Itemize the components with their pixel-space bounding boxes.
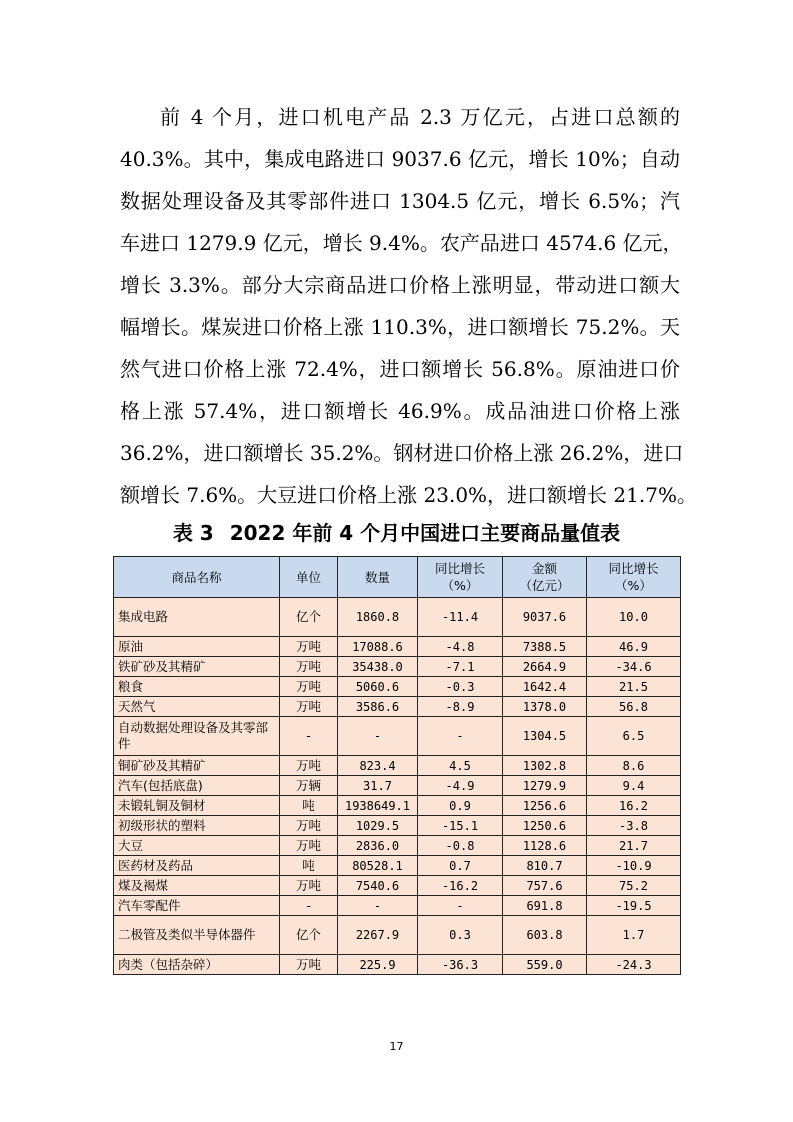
cell-quantity: 3586.6 (338, 697, 418, 717)
cell-name: 自动数据处理设备及其零部件 (114, 717, 280, 756)
cell-name: 二极管及类似半导体器件 (114, 916, 280, 955)
cell-quantity-yoy: - (418, 896, 503, 916)
cell-unit: 万吨 (280, 876, 338, 896)
cell-quantity: - (338, 896, 418, 916)
header-amount: 金额 （亿元） (503, 557, 587, 598)
cell-amount-yoy: 16.2 (587, 796, 681, 816)
cell-quantity-yoy: -16.2 (418, 876, 503, 896)
table-row (114, 836, 681, 856)
commodity-import-table (113, 556, 681, 975)
table-row (114, 955, 681, 975)
body-paragraph (120, 96, 697, 516)
cell-quantity-yoy: -11.4 (418, 598, 503, 637)
cell-amount: 1128.6 (503, 836, 587, 856)
cell-quantity: 225.9 (338, 955, 418, 975)
paragraph-line: 幅增长。煤炭进口价格上涨 110.3%，进口额增长 75.2%。天 (120, 315, 680, 339)
cell-name: 铁矿砂及其精矿 (114, 657, 280, 677)
cell-quantity-yoy: -15.1 (418, 816, 503, 836)
cell-name: 粮食 (114, 677, 280, 697)
table-number: 表 3 (172, 521, 214, 545)
cell-amount: 2664.9 (503, 657, 587, 677)
cell-quantity: 2267.9 (338, 916, 418, 955)
cell-unit: 万吨 (280, 677, 338, 697)
cell-amount-yoy: 75.2 (587, 876, 681, 896)
cell-amount-yoy: 21.5 (587, 677, 681, 697)
cell-quantity-yoy: -4.9 (418, 776, 503, 796)
cell-unit: 万吨 (280, 657, 338, 677)
cell-amount: 1250.6 (503, 816, 587, 836)
cell-unit: 万吨 (280, 756, 338, 776)
cell-name: 天然气 (114, 697, 280, 717)
table-row (114, 876, 681, 896)
table-row (114, 916, 681, 955)
cell-name: 医药材及药品 (114, 856, 280, 876)
cell-amount: 603.8 (503, 916, 587, 955)
cell-quantity: 2836.0 (338, 836, 418, 856)
cell-name: 汽车(包括底盘) (114, 776, 280, 796)
table-row (114, 856, 681, 876)
paragraph-line: 36.2%，进口额增长 35.2%。钢材进口价格上涨 26.2%，进口 (120, 441, 684, 465)
cell-name: 铜矿砂及其精矿 (114, 756, 280, 776)
cell-quantity-yoy: 0.7 (418, 856, 503, 876)
table-row (114, 677, 681, 697)
cell-unit: 万吨 (280, 637, 338, 657)
header-amount-yoy: 同比增长 （%） (587, 557, 681, 598)
cell-amount: 1378.0 (503, 697, 587, 717)
cell-amount-yoy: -24.3 (587, 955, 681, 975)
cell-amount: 1304.5 (503, 717, 587, 756)
cell-amount-yoy: 6.5 (587, 717, 681, 756)
table-row (114, 717, 681, 756)
cell-amount-yoy: 8.6 (587, 756, 681, 776)
paragraph-line: 数据处理设备及其零部件进口 1304.5 亿元，增长 6.5%；汽 (120, 189, 680, 213)
cell-amount: 1302.8 (503, 756, 587, 776)
cell-amount-yoy: 1.7 (587, 916, 681, 955)
cell-unit: 吨 (280, 856, 338, 876)
cell-amount-yoy: 21.7 (587, 836, 681, 856)
cell-quantity-yoy: -7.1 (418, 657, 503, 677)
cell-unit: - (280, 896, 338, 916)
header-quantity: 数量 (338, 557, 418, 598)
cell-unit: 万吨 (280, 697, 338, 717)
page-number: 17 (389, 1040, 404, 1053)
cell-amount: 1256.6 (503, 796, 587, 816)
cell-amount-yoy: -3.8 (587, 816, 681, 836)
cell-quantity: 35438.0 (338, 657, 418, 677)
table-row (114, 657, 681, 677)
cell-amount-yoy: 9.4 (587, 776, 681, 796)
cell-amount: 757.6 (503, 876, 587, 896)
table-title (0, 516, 793, 550)
cell-name: 肉类（包括杂碎） (114, 955, 280, 975)
table-title-text: 2022 年前 4 个月中国进口主要商品量值表 (229, 521, 621, 545)
paragraph-line: 40.3%。其中，集成电路进口 9037.6 亿元，增长 10%；自动 (120, 147, 680, 171)
cell-amount-yoy: 46.9 (587, 637, 681, 657)
paragraph-line: 然气进口价格上涨 72.4%，进口额增长 56.8%。原油进口价 (120, 357, 680, 381)
cell-unit: - (280, 717, 338, 756)
header-quantity-yoy: 同比增长 （%） (418, 557, 503, 598)
cell-quantity: 17088.6 (338, 637, 418, 657)
cell-name: 集成电路 (114, 598, 280, 637)
table-row (114, 796, 681, 816)
cell-quantity-yoy: -8.9 (418, 697, 503, 717)
cell-unit: 亿个 (280, 916, 338, 955)
cell-quantity: - (338, 717, 418, 756)
table-row (114, 697, 681, 717)
cell-unit: 万吨 (280, 955, 338, 975)
cell-quantity: 1938649.1 (338, 796, 418, 816)
table-header-row (114, 557, 681, 598)
header-name: 商品名称 (114, 557, 280, 598)
cell-quantity-yoy: 0.9 (418, 796, 503, 816)
cell-unit: 亿个 (280, 598, 338, 637)
cell-amount: 810.7 (503, 856, 587, 876)
table-row (114, 896, 681, 916)
cell-quantity: 7540.6 (338, 876, 418, 896)
table-row (114, 816, 681, 836)
cell-name: 原油 (114, 637, 280, 657)
cell-name: 汽车零配件 (114, 896, 280, 916)
cell-quantity-yoy: 4.5 (418, 756, 503, 776)
cell-quantity-yoy: 0.3 (418, 916, 503, 955)
cell-name: 大豆 (114, 836, 280, 856)
table-row (114, 598, 681, 637)
cell-amount-yoy: -19.5 (587, 896, 681, 916)
cell-quantity: 823.4 (338, 756, 418, 776)
cell-quantity: 80528.1 (338, 856, 418, 876)
table-row (114, 776, 681, 796)
cell-amount-yoy: -10.9 (587, 856, 681, 876)
paragraph-line: 增长 3.3%。部分大宗商品进口价格上涨明显，带动进口额大 (120, 273, 680, 297)
cell-amount-yoy: -34.6 (587, 657, 681, 677)
cell-amount-yoy: 10.0 (587, 598, 681, 637)
table-body (114, 598, 681, 975)
table-row (114, 756, 681, 776)
cell-amount: 1642.4 (503, 677, 587, 697)
cell-quantity-yoy: -4.8 (418, 637, 503, 657)
cell-name: 未锻轧铜及铜材 (114, 796, 280, 816)
cell-amount-yoy: 56.8 (587, 697, 681, 717)
paragraph-line: 格上涨 57.4%，进口额增长 46.9%。成品油进口价格上涨 (120, 399, 680, 423)
cell-amount: 1279.9 (503, 776, 587, 796)
cell-quantity: 31.7 (338, 776, 418, 796)
paragraph-line: 额增长 7.6%。大豆进口价格上涨 23.0%，进口额增长 21.7%。 (120, 483, 697, 507)
cell-quantity-yoy: -0.3 (418, 677, 503, 697)
paragraph-line: 车进口 1279.9 亿元，增长 9.4%。农产品进口 4574.6 亿元， (120, 231, 683, 255)
paragraph-line: 前 4 个月，进口机电产品 2.3 万亿元，占进口总额的 (160, 105, 680, 129)
cell-name: 煤及褐煤 (114, 876, 280, 896)
cell-name: 初级形状的塑料 (114, 816, 280, 836)
cell-quantity-yoy: -0.8 (418, 836, 503, 856)
cell-amount: 7388.5 (503, 637, 587, 657)
cell-unit: 万吨 (280, 816, 338, 836)
table-row (114, 637, 681, 657)
header-unit: 单位 (280, 557, 338, 598)
cell-unit: 万辆 (280, 776, 338, 796)
cell-amount: 559.0 (503, 955, 587, 975)
cell-quantity-yoy: -36.3 (418, 955, 503, 975)
cell-quantity: 5060.6 (338, 677, 418, 697)
cell-quantity: 1029.5 (338, 816, 418, 836)
cell-quantity-yoy: - (418, 717, 503, 756)
cell-amount: 691.8 (503, 896, 587, 916)
cell-amount: 9037.6 (503, 598, 587, 637)
cell-unit: 吨 (280, 796, 338, 816)
cell-quantity: 1860.8 (338, 598, 418, 637)
cell-unit: 万吨 (280, 836, 338, 856)
